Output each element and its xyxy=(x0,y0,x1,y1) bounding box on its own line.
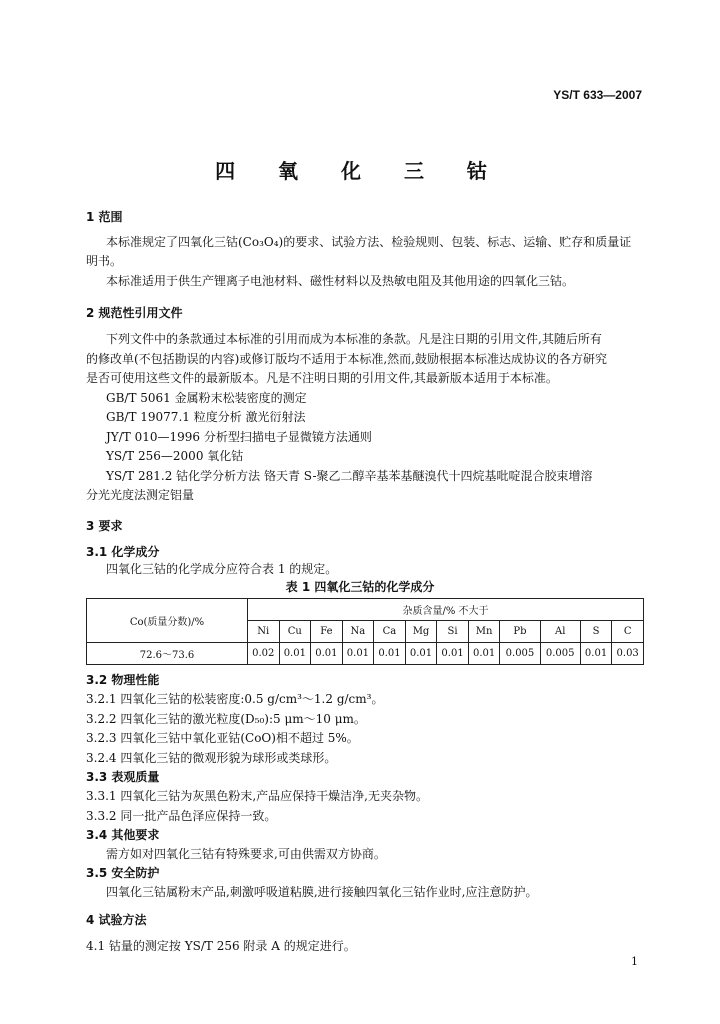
clause-3-2-2: 3.2.2 四氧化三钴的激光粒度(D₅₀):5 μm～10 μm。 xyxy=(86,712,366,726)
value-row xyxy=(87,643,644,665)
section-2-para-line-3: 是否可使用这些文件的最新版本。凡是不注明日期的引用文件,其最新版本适用于本标准。 xyxy=(86,371,558,385)
section-3-4-heading: 3.4 其他要求 xyxy=(86,828,160,842)
section-1-heading: 1 范围 xyxy=(86,210,123,224)
section-2-heading: 2 规范性引用文件 xyxy=(86,306,183,320)
chemical-composition-table xyxy=(86,598,644,665)
value-cell: 0.01 xyxy=(311,643,343,665)
co-value-cell: 72.6～73.6 xyxy=(87,643,248,665)
section-3-1-heading: 3.1 化学成分 xyxy=(86,545,160,559)
element-cell: Pb xyxy=(500,621,540,643)
section-3-heading: 3 要求 xyxy=(86,519,123,533)
clause-3-3-2: 3.3.2 同一批产品色泽应保持一致。 xyxy=(86,809,277,823)
value-cell: 0.01 xyxy=(580,643,612,665)
clause-3-3-1: 3.3.1 四氧化三钴为灰黑色粉末,产品应保持干燥洁净,无夹杂物。 xyxy=(86,789,428,803)
clause-3-2-3: 3.2.3 四氧化三钴中氧化亚钴(CoO)相不超过 5%。 xyxy=(86,731,359,745)
reference-item: GB/T 5061 金属粉末松装密度的测定 xyxy=(106,391,307,405)
element-cell: C xyxy=(612,621,644,643)
section-4-heading: 4 试验方法 xyxy=(86,913,147,927)
section-2-para-line-1: 下列文件中的条款通过本标准的引用而成为本标准的条款。凡是注日期的引用文件,其随后所有 xyxy=(106,332,602,346)
value-cell: 0.01 xyxy=(279,643,311,665)
element-cell: Mn xyxy=(468,621,500,643)
section-3-5-text: 四氧化三钴属粉末产品,刺激呼吸道粘膜,进行接触四氧化三钴作业时,应注意防护。 xyxy=(106,885,538,899)
element-cell: Si xyxy=(437,621,469,643)
page-number: 1 xyxy=(631,955,638,968)
reference-item: JY/T 010—1996 分析型扫描电子显微镜方法通则 xyxy=(106,430,372,444)
element-cell: Na xyxy=(342,621,374,643)
value-cell: 0.01 xyxy=(468,643,500,665)
section-1-para-1: 本标准规定了四氧化三钴(Co₃O₄)的要求、试验方法、检验规则、包装、标志、运输、贮存和质量证 xyxy=(106,235,632,249)
standard-number: YS/T 633—2007 xyxy=(553,88,642,102)
table-caption: 表 1 四氧化三钴的化学成分 xyxy=(285,580,435,594)
clause-3-2-4: 3.2.4 四氧化三钴的微观形貌为球形或类球形。 xyxy=(86,751,337,765)
co-header-cell: Co(质量分数)/% xyxy=(87,599,248,643)
value-cell: 0.01 xyxy=(374,643,406,665)
reference-item: YS/T 281.2 钴化学分析方法 铬天青 S-聚乙二醇辛基苯基醚溴代十四烷基吡啶混合胶束增溶 xyxy=(106,469,593,483)
element-cell: S xyxy=(580,621,612,643)
value-cell: 0.005 xyxy=(540,643,580,665)
reference-item-cont: 分光光度法测定铝量 xyxy=(86,488,195,502)
clause-4-1: 4.1 钴量的测定按 YS/T 256 附录 A 的规定进行。 xyxy=(86,939,356,953)
value-cell: 0.03 xyxy=(612,643,644,665)
section-3-5-heading: 3.5 安全防护 xyxy=(86,866,160,880)
element-cell: Ni xyxy=(248,621,280,643)
section-3-1-text: 四氧化三钴的化学成分应符合表 1 的规定。 xyxy=(106,562,338,576)
section-3-2-heading: 3.2 物理性能 xyxy=(86,673,160,687)
element-cell: Mg xyxy=(405,621,437,643)
value-cell: 0.02 xyxy=(248,643,280,665)
reference-item: GB/T 19077.1 粒度分析 激光衍射法 xyxy=(106,410,306,424)
value-cell: 0.01 xyxy=(437,643,469,665)
section-1-para-1-cont: 明书。 xyxy=(86,254,123,268)
section-3-4-text: 需方如对四氧化三钴有特殊要求,可由供需双方协商。 xyxy=(106,847,386,861)
value-cell: 0.005 xyxy=(500,643,540,665)
element-cell: Ca xyxy=(374,621,406,643)
section-3-3-heading: 3.3 表观质量 xyxy=(86,770,160,784)
section-2-para-line-2: 的修改单(不包括勘误的内容)或修订版均不适用于本标准,然而,鼓励根据本标准达成协议的各方研究 xyxy=(86,352,607,366)
clause-3-2-1: 3.2.1 四氧化三钴的松装密度:0.5 g/cm³～1.2 g/cm³。 xyxy=(86,692,384,706)
element-cell: Cu xyxy=(279,621,311,643)
document-title: 四 氧 化 三 钴 xyxy=(215,159,505,183)
impurity-header-cell: 杂质含量/% 不大于 xyxy=(248,599,644,621)
element-cell: Fe xyxy=(311,621,343,643)
value-cell: 0.01 xyxy=(405,643,437,665)
reference-item: YS/T 256—2000 氧化钴 xyxy=(106,449,244,463)
element-cell: Al xyxy=(540,621,580,643)
section-1-para-2: 本标准适用于供生产锂离子电池材料、磁性材料以及热敏电阻及其他用途的四氧化三钴。 xyxy=(106,274,575,288)
value-cell: 0.01 xyxy=(342,643,374,665)
